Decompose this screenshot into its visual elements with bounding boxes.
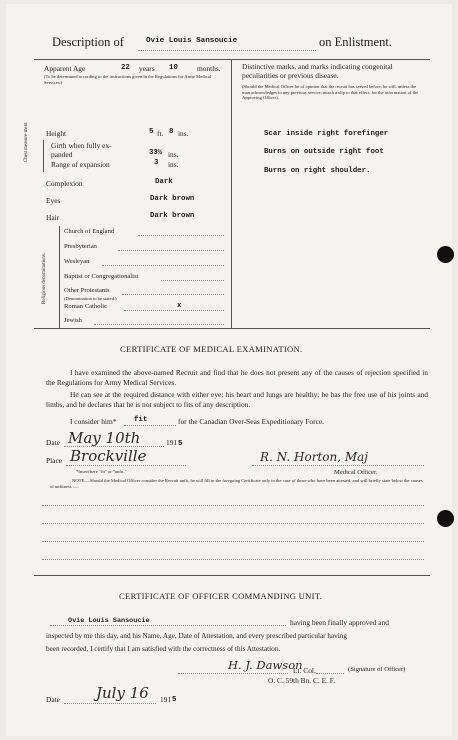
commanding-year-prefix: 191 <box>160 695 172 704</box>
top-rule <box>34 59 430 60</box>
cause-line-1 <box>42 505 424 506</box>
fit-footnote: *Insert here "fit" or "unfit." <box>76 469 127 474</box>
recruit-name: Ovie Louis Sansoucie <box>146 37 238 45</box>
marks-title: Distinctive marks, and marks indicating congenital peculiarities or previous disease. <box>242 62 393 80</box>
girth-value: 33½ <box>149 149 163 157</box>
range-value: 3 <box>154 159 159 167</box>
rank-label: Lt. Col. <box>293 666 316 675</box>
hair-label: Hair <box>46 213 60 222</box>
punch-hole-bottom <box>437 510 454 527</box>
medical-year-prefix: 191 <box>166 438 178 447</box>
months-label: months. <box>197 64 221 73</box>
cause-line-3 <box>42 541 424 542</box>
height-ft-label: ft. <box>157 129 164 138</box>
consider-suffix: for the Canadian Over-Seas Expeditionary Force. <box>178 417 324 426</box>
commanding-certificate-title: CERTIFICATE OF OFFICER COMMANDING UNIT. <box>119 591 323 601</box>
age-note: (To be determined according to the instructions given in the Regulations for Army Medical Services.) <box>44 74 212 85</box>
eyes-label: Eyes <box>46 196 61 205</box>
religion-presbyterian: Presbyterian <box>64 243 97 250</box>
medical-year-digit: 5 <box>178 440 183 448</box>
center-divider <box>231 59 232 328</box>
commanding-text-1: having been finally approved and <box>290 618 389 627</box>
mark-line-3: Burns on right shoulder. <box>264 167 371 175</box>
religion-roman-catholic: Roman Catholic <box>64 303 108 310</box>
medical-officer-signature: R. N. Horton, Maj <box>260 450 369 464</box>
religion-bracket <box>59 226 60 328</box>
chest-side-label: Chest measure-ment. <box>24 121 29 162</box>
height-feet-value: 5 <box>149 128 154 136</box>
religion-catholic-mark: x <box>177 302 182 310</box>
girth-label-2: panded <box>51 150 73 159</box>
mark-line-2: Burns on outside right foot <box>264 148 384 156</box>
medical-officer-label: Medical Officer. <box>334 469 378 476</box>
marks-note: (Should the Medical Officer be of opinion that the recruit has served before, he will, unless the man acknowledges to any previous service, attach a slip to that effect, for the information of the Approving Officer). <box>242 84 419 101</box>
medical-para-1: I have examined the above-named Recruit and find that he does not present any of the causes of rejection specified in the Regulations for Army Medical Services. <box>46 368 428 387</box>
mid-rule <box>34 328 430 329</box>
commanding-recruit-name: Ovie Louis Sansoucie <box>68 617 150 625</box>
fit-value: fit <box>134 416 148 424</box>
height-in-label: ins. <box>178 129 189 138</box>
lower-rule <box>34 575 430 576</box>
commanding-text-2: inspected by me this day, and his Name, Age, Date of Attestation, and every prescribed particular having <box>46 632 347 640</box>
range-unit: ins. <box>168 160 179 169</box>
commanding-date-label: Date <box>46 695 60 704</box>
mark-line-1: Scar inside right forefinger <box>264 130 389 138</box>
age-label: Apparent Age <box>44 64 86 73</box>
height-label: Height <box>46 129 67 138</box>
eyes-value: Dark brown <box>150 195 195 203</box>
height-inches-value: 8 <box>169 128 174 136</box>
medical-date-label: Date <box>46 438 60 447</box>
medical-certificate-title: CERTIFICATE OF MEDICAL EXAMINATION. <box>120 344 303 354</box>
unit-label: O. C. 59th Bn. C. E. F. <box>268 676 336 685</box>
religion-denomination-note: (Denomination to be stated.) <box>64 296 117 301</box>
medical-para-2: He can see at the required distance with either eye; his heart and lungs are healthy; he has the free use of his joints and limbs, and he declares that he is not subject to fits of any description. <box>46 390 428 409</box>
range-label: Range of expansion <box>51 160 110 169</box>
girth-label-1: Girth when fully ex- <box>51 141 112 150</box>
years-label: years <box>139 64 155 73</box>
attestation-sheet <box>6 4 452 736</box>
cause-line-4 <box>42 559 424 560</box>
title-suffix: on Enlistment. <box>319 35 392 49</box>
age-months-value: 10 <box>169 64 178 72</box>
title-prefix: Description of <box>52 35 124 49</box>
complexion-value: Dark <box>155 178 173 186</box>
complexion-label: Complexion <box>46 179 83 188</box>
signature-of-officer-label: (Signature of Officer) <box>348 666 406 673</box>
commanding-text-3: been recorded, I certify that I am satisfied with the correctness of this Attestation. <box>46 645 281 653</box>
religion-other-protestants: Other Protestants <box>64 287 110 294</box>
form-title <box>52 35 124 50</box>
religion-side-label: Religious denominations. <box>42 252 47 304</box>
religion-wesleyan: Wesleyan <box>64 258 90 265</box>
religion-jewish: Jewish <box>64 317 82 324</box>
commanding-date-value: July 16 <box>96 684 149 702</box>
religion-baptist: Baptist or Congregationalist <box>64 273 139 280</box>
punch-hole-top <box>437 246 454 263</box>
commanding-year-digit: 5 <box>172 696 177 704</box>
medical-date-value: May 10th <box>68 429 141 447</box>
place-value: Brockville <box>70 447 147 465</box>
girth-unit: ins. <box>168 150 179 159</box>
consider-prefix: I consider him* <box>70 417 117 426</box>
age-years-value: 22 <box>121 64 130 72</box>
place-label: Place <box>46 456 63 465</box>
unfit-note: NOTE.—Should the Medical Officer consider the Recruit unfit, he will fill in the foregoing Certificate only in the case of those who have been attested, and will briefly state below the causes of unfitness :— <box>50 478 423 489</box>
hair-value: Dark brown <box>150 212 195 220</box>
title-dotted-line <box>138 50 316 51</box>
chest-bracket <box>43 140 44 172</box>
religion-church-england: Church of England <box>64 228 115 235</box>
commanding-officer-signature: H. J. Dawson <box>228 658 303 672</box>
cause-line-2 <box>42 523 424 524</box>
